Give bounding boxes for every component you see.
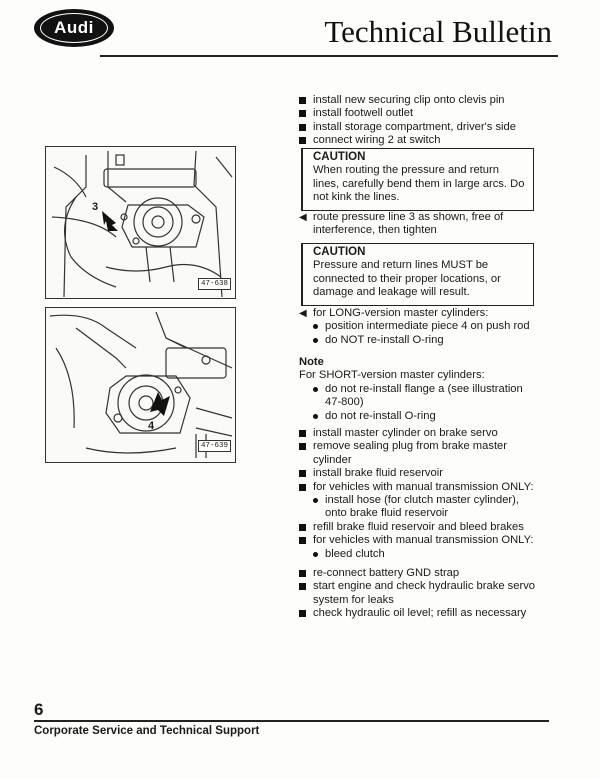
sub-item: install hose (for clutch master cylinder), onto brake fluid reservoir — [299, 494, 535, 521]
list-item: install new securing clip onto clevis pin — [299, 94, 535, 107]
bullet-dot-icon — [313, 387, 318, 392]
bullet-square-icon — [299, 583, 306, 590]
caution-text: When routing the pressure and return lines, carefully bend them in large arcs. Do not kink the lines. — [313, 164, 525, 204]
bullet-dot-icon — [313, 552, 318, 557]
list-item: refill brake fluid reservoir and bleed brakes — [299, 521, 535, 534]
list-item: install master cylinder on brake servo — [299, 427, 535, 440]
bullet-dot-icon — [313, 338, 318, 343]
bullet-square-icon — [299, 537, 306, 544]
bullet-square-icon — [299, 524, 306, 531]
arrow-left-icon: ◀ — [299, 308, 307, 319]
sub-item: position intermediate piece 4 on push rod — [299, 320, 535, 333]
page-title: Technical Bulletin — [324, 14, 552, 49]
sub-item: bleed clutch — [299, 548, 535, 561]
install-steps — [299, 427, 535, 521]
sub-item: do not re-install O-ring — [299, 410, 535, 423]
list-item: start engine and check hydraulic brake servo system for leaks — [299, 580, 535, 607]
sub-item: do NOT re-install O-ring — [299, 334, 535, 347]
list-item: remove sealing plug from brake master cylinder — [299, 440, 535, 467]
list-item: ◀ for LONG-version master cylinders: — [299, 307, 489, 319]
logo-text: Audi — [40, 13, 108, 43]
audi-logo — [34, 9, 114, 47]
callout-number: 3 — [92, 201, 99, 213]
caution-text: Pressure and return lines MUST be connected to their proper locations, or damage and leakage will result. — [313, 259, 501, 299]
note-intro: For SHORT-version master cylinders: — [299, 369, 485, 382]
footer-text: Corporate Service and Technical Support — [34, 725, 260, 737]
caution-heading: CAUTION — [313, 151, 366, 163]
note-heading: Note — [299, 356, 324, 368]
bullet-dot-icon — [313, 414, 318, 419]
list-item: re-connect battery GND strap — [299, 567, 535, 580]
top-steps-list — [299, 94, 535, 148]
bullet-square-icon — [299, 110, 306, 117]
list-item: connect wiring 2 at switch — [299, 134, 535, 147]
note-section — [299, 356, 535, 423]
bullet-square-icon — [299, 430, 306, 437]
figure-label: 47-639 — [198, 440, 231, 452]
list-item: ◀ route pressure line 3 as shown, free of interference, then tighten — [299, 211, 504, 237]
bullet-square-icon — [299, 610, 306, 617]
list-item: for vehicles with manual transmission ONLY: — [299, 481, 535, 494]
list-item: for vehicles with manual transmission ONLY: — [299, 534, 535, 547]
bullet-square-icon — [299, 124, 306, 131]
caution-box-routing — [301, 148, 534, 211]
bullet-square-icon — [299, 570, 306, 577]
page-number: 6 — [34, 700, 44, 719]
bullet-square-icon — [299, 137, 306, 144]
list-item: check hydraulic oil level; refill as necessary — [299, 607, 535, 620]
bullet-square-icon — [299, 97, 306, 104]
sub-item: do not re-install flange a (see illustration 47-800) — [299, 383, 535, 410]
bullet-square-icon — [299, 484, 306, 491]
bullet-square-icon — [299, 470, 306, 477]
final-steps — [299, 567, 535, 621]
illustration-47-638 — [45, 146, 236, 299]
brake-servo-drawing-2 — [46, 308, 235, 462]
caution-heading: CAUTION — [313, 246, 366, 258]
bullet-dot-icon — [313, 498, 318, 503]
illustration-47-639 — [45, 307, 236, 463]
long-version-steps — [299, 307, 535, 347]
figure-label: 47-638 — [198, 278, 231, 290]
bullet-square-icon — [299, 443, 306, 450]
bullet-dot-icon — [313, 324, 318, 329]
list-item: install footwell outlet — [299, 107, 535, 120]
brake-servo-drawing-1 — [46, 147, 235, 298]
caution-box-connections — [301, 243, 534, 306]
header-divider — [100, 55, 558, 57]
list-item: install storage compartment, driver's side — [299, 121, 535, 134]
list-item: install brake fluid reservoir — [299, 467, 535, 480]
bleed-steps — [299, 521, 535, 561]
arrow-left-icon: ◀ — [299, 212, 307, 223]
route-step — [299, 211, 535, 238]
footer-divider — [34, 720, 549, 722]
callout-number: 4 — [148, 420, 155, 432]
